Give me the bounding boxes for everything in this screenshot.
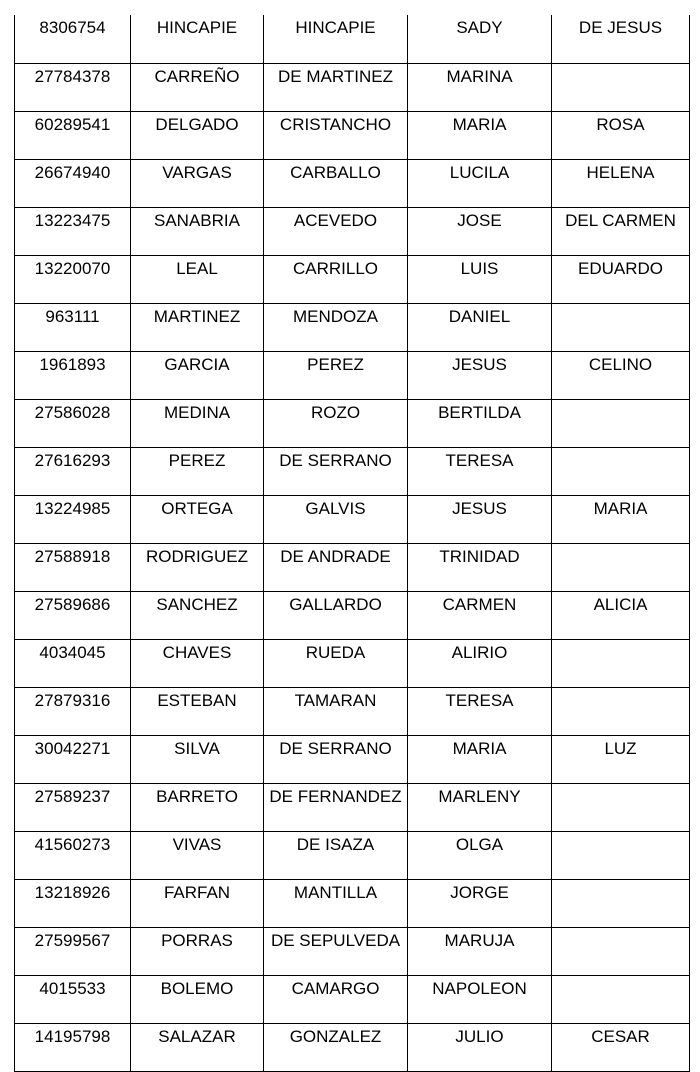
- table-cell-second-name: [552, 976, 690, 1024]
- table-cell-id-number: [15, 976, 131, 1024]
- cell-text: EDUARDO: [577, 259, 663, 278]
- table-cell-second-name: [552, 304, 690, 352]
- cell-text: DE ANDRADE: [280, 547, 391, 566]
- cell-text: ALIRIO: [451, 643, 508, 662]
- table-cell-second-surname: [264, 496, 408, 544]
- table-row: [15, 784, 690, 832]
- cell-text: 4034045: [39, 643, 106, 662]
- table-cell-first-name: [408, 640, 552, 688]
- table-cell-second-name: [552, 688, 690, 736]
- cell-text: GARCIA: [164, 355, 230, 374]
- table-cell-second-surname: [264, 112, 408, 160]
- cell-text: SANCHEZ: [156, 595, 238, 614]
- table-cell-first-surname: [131, 400, 264, 448]
- table-cell-id-number: [15, 592, 131, 640]
- cell-text: ESTEBAN: [157, 691, 237, 710]
- table-cell-second-surname: [264, 688, 408, 736]
- table-cell-first-surname: [131, 688, 264, 736]
- cell-text: ACEVEDO: [293, 211, 378, 230]
- cell-text: TRINIDAD: [439, 547, 520, 566]
- cell-text: FARFAN: [163, 883, 231, 902]
- table-row: [15, 832, 690, 880]
- cell-text: DE ISAZA: [296, 835, 375, 854]
- table-cell-first-surname: [131, 304, 264, 352]
- table-cell-second-name: [552, 160, 690, 208]
- table-cell-first-name: [408, 496, 552, 544]
- cell-text: 27589237: [34, 787, 111, 806]
- table-cell-first-name: [408, 352, 552, 400]
- cell-text: DEL CARMEN: [565, 211, 676, 230]
- cell-text: 41560273: [34, 835, 111, 854]
- table-row: [15, 496, 690, 544]
- table-cell-first-name: [408, 1024, 552, 1072]
- table-cell-second-name: [552, 592, 690, 640]
- table-cell-second-name: [552, 448, 690, 496]
- cell-text: 8306754: [39, 18, 106, 37]
- table-cell-first-name: [408, 592, 552, 640]
- table-row: [15, 352, 690, 400]
- cell-text: CHAVES: [162, 643, 232, 662]
- table-cell-first-name: [408, 784, 552, 832]
- cell-text: ALICIA: [593, 595, 648, 614]
- cell-text: GONZALEZ: [289, 1027, 382, 1046]
- table-row: [15, 736, 690, 784]
- cell-text: JORGE: [450, 883, 509, 902]
- table-cell-first-surname: [131, 928, 264, 976]
- cell-text: 30042271: [34, 739, 111, 758]
- cell-text: SALAZAR: [158, 1027, 236, 1046]
- table-cell-first-surname: [131, 496, 264, 544]
- table-cell-second-surname: [264, 928, 408, 976]
- records-sheet: [14, 15, 689, 1072]
- cell-text: LEAL: [176, 259, 218, 278]
- table-cell-first-surname: [131, 208, 264, 256]
- cell-text: DE FERNANDEZ: [269, 787, 402, 806]
- table-row: [15, 256, 690, 304]
- cell-text: 4015533: [39, 979, 106, 998]
- table-row: [15, 1024, 690, 1072]
- table-cell-second-name: [552, 352, 690, 400]
- cell-text: 14195798: [34, 1027, 111, 1046]
- table-cell-second-surname: [264, 448, 408, 496]
- table-cell-id-number: [15, 928, 131, 976]
- cell-text: CAMARGO: [291, 979, 380, 998]
- cell-text: MARUJA: [444, 931, 515, 950]
- table-cell-second-surname: [264, 736, 408, 784]
- cell-text: MARTINEZ: [153, 307, 241, 326]
- table-cell-second-surname: [264, 256, 408, 304]
- table-cell-first-surname: [131, 256, 264, 304]
- table-cell-id-number: [15, 544, 131, 592]
- table-cell-first-name: [408, 832, 552, 880]
- table-cell-second-name: [552, 928, 690, 976]
- cell-text: CELINO: [588, 355, 653, 374]
- table-cell-second-surname: [264, 400, 408, 448]
- table-cell-first-surname: [131, 1024, 264, 1072]
- cell-text: CARREÑO: [154, 67, 240, 86]
- cell-text: LUZ: [604, 739, 637, 758]
- cell-text: MARIA: [452, 115, 507, 134]
- table-cell-first-name: [408, 736, 552, 784]
- cell-text: CARMEN: [442, 595, 517, 614]
- cell-text: PEREZ: [307, 355, 364, 374]
- table-cell-second-name: [552, 208, 690, 256]
- records-table: [14, 15, 690, 1072]
- cell-text: LUCILA: [449, 163, 510, 182]
- table-cell-id-number: [15, 688, 131, 736]
- cell-text: 27589686: [34, 595, 111, 614]
- table-cell-second-name: [552, 496, 690, 544]
- cell-text: 27784378: [34, 67, 111, 86]
- cell-text: OLGA: [455, 835, 504, 854]
- table-cell-id-number: [15, 496, 131, 544]
- table-cell-id-number: [15, 64, 131, 112]
- cell-text: DANIEL: [448, 307, 511, 326]
- table-cell-id-number: [15, 784, 131, 832]
- cell-text: DE SEPULVEDA: [270, 931, 401, 950]
- cell-text: MARIA: [452, 739, 507, 758]
- table-cell-second-name: [552, 256, 690, 304]
- table-cell-first-surname: [131, 160, 264, 208]
- table-cell-second-surname: [264, 976, 408, 1024]
- cell-text: LUIS: [460, 259, 499, 278]
- table-row: [15, 400, 690, 448]
- cell-text: HINCAPIE: [295, 18, 376, 37]
- table-cell-second-surname: [264, 160, 408, 208]
- table-cell-first-surname: [131, 880, 264, 928]
- table-cell-second-surname: [264, 304, 408, 352]
- cell-text: 60289541: [34, 115, 111, 134]
- cell-text: DE SERRANO: [279, 739, 392, 758]
- cell-text: GALLARDO: [289, 595, 382, 614]
- table-row: [15, 592, 690, 640]
- table-cell-first-name: [408, 928, 552, 976]
- table-cell-first-name: [408, 304, 552, 352]
- table-cell-id-number: [15, 160, 131, 208]
- table-cell-id-number: [15, 400, 131, 448]
- table-row: [15, 112, 690, 160]
- table-cell-id-number: [15, 304, 131, 352]
- table-cell-second-name: [552, 15, 690, 64]
- table-cell-first-surname: [131, 592, 264, 640]
- table-cell-first-name: [408, 880, 552, 928]
- table-cell-id-number: [15, 256, 131, 304]
- cell-text: 27599567: [34, 931, 111, 950]
- cell-text: ORTEGA: [161, 499, 233, 518]
- table-row: [15, 208, 690, 256]
- cell-text: MENDOZA: [293, 307, 378, 326]
- table-row: [15, 640, 690, 688]
- cell-text: BOLEMO: [160, 979, 234, 998]
- cell-text: JESUS: [452, 355, 507, 374]
- cell-text: 27879316: [34, 691, 111, 710]
- cell-text: 13224985: [34, 499, 111, 518]
- table-cell-second-surname: [264, 1024, 408, 1072]
- cell-text: HELENA: [586, 163, 655, 182]
- table-cell-first-surname: [131, 784, 264, 832]
- table-row: [15, 976, 690, 1024]
- table-cell-second-surname: [264, 64, 408, 112]
- table-cell-first-name: [408, 15, 552, 64]
- cell-text: DE MARTINEZ: [278, 67, 393, 86]
- cell-text: DE JESUS: [578, 18, 663, 37]
- cell-text: 13218926: [34, 883, 111, 902]
- table-cell-first-name: [408, 976, 552, 1024]
- cell-text: SILVA: [174, 739, 220, 758]
- cell-text: 13220070: [34, 259, 111, 278]
- table-cell-id-number: [15, 112, 131, 160]
- cell-text: JULIO: [455, 1027, 504, 1046]
- cell-text: SANABRIA: [154, 211, 240, 230]
- cell-text: CARBALLO: [290, 163, 381, 182]
- table-cell-second-name: [552, 784, 690, 832]
- cell-text: VARGAS: [162, 163, 232, 182]
- table-cell-id-number: [15, 448, 131, 496]
- table-cell-first-name: [408, 256, 552, 304]
- table-cell-first-name: [408, 544, 552, 592]
- cell-text: NAPOLEON: [432, 979, 527, 998]
- table-cell-second-surname: [264, 832, 408, 880]
- table-cell-first-surname: [131, 352, 264, 400]
- cell-text: MANTILLA: [293, 883, 378, 902]
- table-cell-id-number: [15, 832, 131, 880]
- cell-text: DE SERRANO: [279, 451, 392, 470]
- table-row: [15, 688, 690, 736]
- table-cell-first-surname: [131, 64, 264, 112]
- cell-text: CARRILLO: [292, 259, 379, 278]
- table-cell-first-name: [408, 64, 552, 112]
- cell-text: DELGADO: [155, 115, 239, 134]
- cell-text: MEDINA: [163, 403, 231, 422]
- table-cell-first-surname: [131, 112, 264, 160]
- cell-text: TERESA: [445, 691, 514, 710]
- table-cell-second-name: [552, 64, 690, 112]
- cell-text: BERTILDA: [438, 403, 521, 422]
- table-cell-second-name: [552, 400, 690, 448]
- table-cell-first-surname: [131, 976, 264, 1024]
- cell-text: SADY: [456, 18, 503, 37]
- table-cell-second-name: [552, 640, 690, 688]
- table-cell-id-number: [15, 640, 131, 688]
- table-cell-second-surname: [264, 592, 408, 640]
- cell-text: 13223475: [34, 211, 111, 230]
- table-cell-second-name: [552, 736, 690, 784]
- cell-text: ROZO: [310, 403, 361, 422]
- cell-text: TAMARAN: [294, 691, 377, 710]
- table-cell-second-name: [552, 544, 690, 592]
- cell-text: GALVIS: [305, 499, 366, 518]
- table-cell-first-name: [408, 112, 552, 160]
- table-cell-first-surname: [131, 832, 264, 880]
- table-cell-second-name: [552, 1024, 690, 1072]
- cell-text: RODRIGUEZ: [146, 547, 248, 566]
- table-row: [15, 15, 690, 64]
- table-cell-first-surname: [131, 544, 264, 592]
- table-row: [15, 544, 690, 592]
- table-cell-first-name: [408, 160, 552, 208]
- table-cell-second-surname: [264, 15, 408, 64]
- table-cell-first-surname: [131, 448, 264, 496]
- cell-text: PORRAS: [161, 931, 233, 950]
- cell-text: 26674940: [34, 163, 111, 182]
- table-cell-id-number: [15, 736, 131, 784]
- cell-text: HINCAPIE: [156, 18, 238, 37]
- records-table-body: [15, 15, 690, 1072]
- table-row: [15, 880, 690, 928]
- table-row: [15, 160, 690, 208]
- cell-text: JOSE: [457, 211, 502, 230]
- table-cell-second-name: [552, 112, 690, 160]
- cell-text: PEREZ: [168, 451, 226, 470]
- cell-text: 1961893: [39, 355, 106, 374]
- table-cell-second-surname: [264, 352, 408, 400]
- table-cell-first-surname: [131, 15, 264, 64]
- cell-text: 27588918: [34, 547, 111, 566]
- table-cell-first-name: [408, 448, 552, 496]
- cell-text: VIVAS: [172, 835, 222, 854]
- cell-text: 27616293: [34, 451, 111, 470]
- table-cell-id-number: [15, 352, 131, 400]
- table-cell-first-name: [408, 688, 552, 736]
- cell-text: MARLENY: [438, 787, 521, 806]
- table-cell-second-surname: [264, 544, 408, 592]
- cell-text: 963111: [45, 307, 100, 326]
- table-cell-second-name: [552, 832, 690, 880]
- table-cell-second-surname: [264, 880, 408, 928]
- cell-text: RUEDA: [305, 643, 366, 662]
- cell-text: CESAR: [591, 1027, 650, 1046]
- table-cell-second-surname: [264, 640, 408, 688]
- table-cell-id-number: [15, 880, 131, 928]
- cell-text: MARINA: [446, 67, 513, 86]
- table-cell-id-number: [15, 1024, 131, 1072]
- cell-text: 27586028: [34, 403, 111, 422]
- table-cell-second-name: [552, 880, 690, 928]
- cell-text: JESUS: [452, 499, 507, 518]
- table-cell-id-number: [15, 208, 131, 256]
- table-row: [15, 928, 690, 976]
- table-row: [15, 64, 690, 112]
- cell-text: MARIA: [593, 499, 648, 518]
- table-cell-first-surname: [131, 640, 264, 688]
- cell-text: ROSA: [596, 115, 645, 134]
- table-cell-second-surname: [264, 784, 408, 832]
- table-row: [15, 448, 690, 496]
- table-cell-first-name: [408, 400, 552, 448]
- cell-text: CRISTANCHO: [279, 115, 392, 134]
- cell-text: TERESA: [445, 451, 514, 470]
- table-cell-first-surname: [131, 736, 264, 784]
- table-cell-id-number: [15, 15, 131, 64]
- table-cell-first-name: [408, 208, 552, 256]
- cell-text: BARRETO: [156, 787, 238, 806]
- table-cell-second-surname: [264, 208, 408, 256]
- table-row: [15, 304, 690, 352]
